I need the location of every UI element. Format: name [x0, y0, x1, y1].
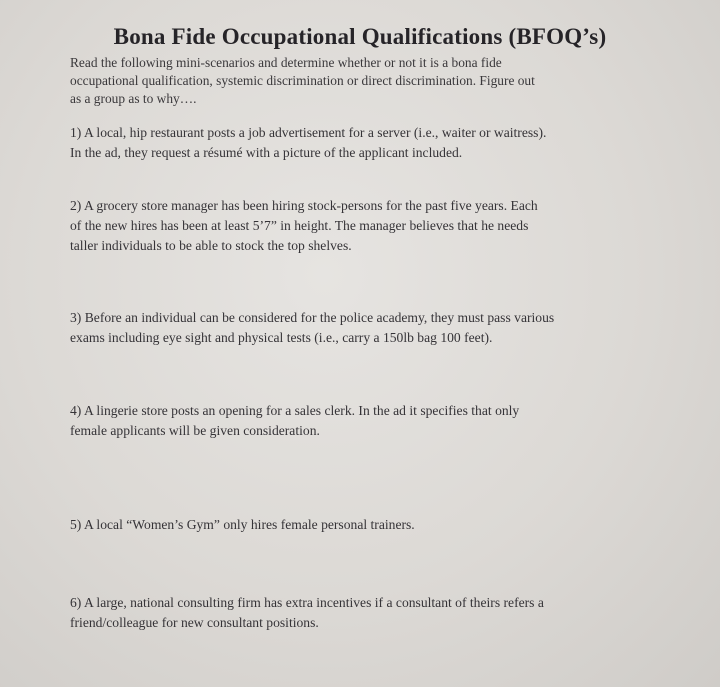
scenario-line: 1) A local, hip restaurant posts a job advertisement for a server (i.e., waiter or waitress). — [70, 125, 547, 140]
scenario-3 — [70, 308, 690, 348]
scenario-line: 5) A local “Women’s Gym” only hires female personal trainers. — [70, 517, 415, 532]
scenario-line: 6) A large, national consulting firm has extra incentives if a consultant of theirs refers a — [70, 595, 544, 610]
scenario-line: friend/colleague for new consultant positions. — [70, 615, 319, 630]
instructions-paragraph — [70, 54, 670, 108]
scenario-line: 3) Before an individual can be considered for the police academy, they must pass various — [70, 310, 555, 325]
scenario-line: exams including eye sight and physical tests (i.e., carry a 150lb bag 100 feet). — [70, 330, 493, 345]
instructions-line: Read the following mini-scenarios and determine whether or not it is a bona fide — [70, 55, 502, 70]
scenario-line: female applicants will be given consideration. — [70, 423, 320, 438]
scenario-4 — [70, 401, 690, 441]
scenario-5 — [70, 515, 690, 535]
scenario-1 — [70, 123, 690, 163]
scenario-line: taller individuals to be able to stock the top shelves. — [70, 238, 352, 253]
instructions-line: as a group as to why…. — [70, 91, 197, 106]
scenario-line: 4) A lingerie store posts an opening for a sales clerk. In the ad it specifies that only — [70, 403, 520, 418]
scenario-2 — [70, 196, 690, 256]
scenario-line: 2) A grocery store manager has been hiring stock-persons for the past five years. Each — [70, 198, 538, 213]
instructions-line: occupational qualification, systemic discrimination or direct discrimination. Figure out — [70, 73, 535, 88]
scenario-line: of the new hires has been at least 5’7” in height. The manager believes that he needs — [70, 218, 529, 233]
scenario-line: In the ad, they request a résumé with a picture of the applicant included. — [70, 145, 463, 160]
page-title: Bona Fide Occupational Qualifications (BFOQ’s) — [113, 24, 607, 49]
scenario-6 — [70, 593, 690, 633]
